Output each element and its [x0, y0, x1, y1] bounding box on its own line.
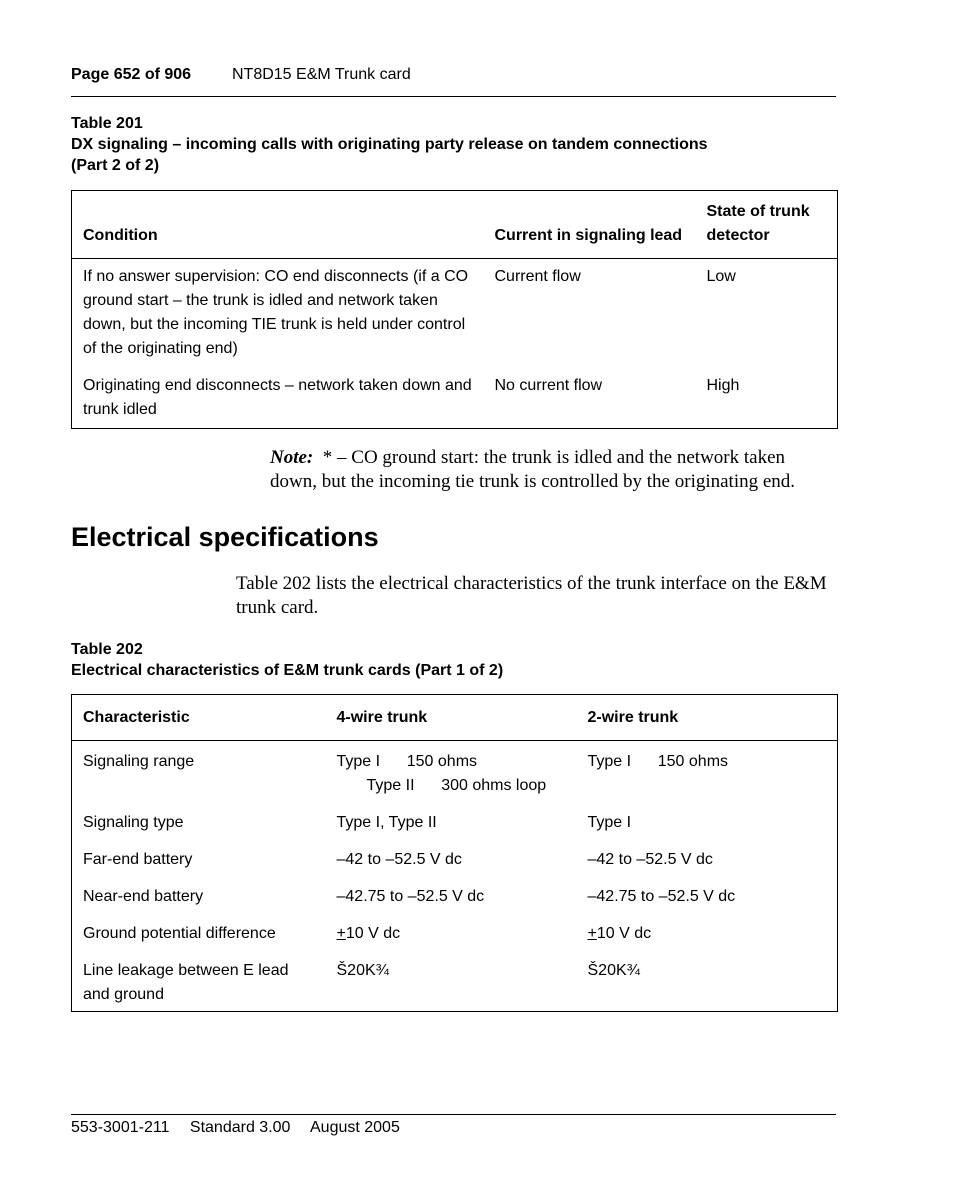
- table-row: [72, 259, 838, 368]
- table-row: [72, 839, 838, 876]
- table-cell: –42 to –52.5 V dc: [587, 851, 713, 868]
- table-cell: Low: [706, 268, 736, 285]
- table-201-title: DX signaling – incoming calls with originating party release on tandem connections: [71, 136, 708, 153]
- page-footer: [71, 1119, 416, 1137]
- table-202-header-row: [72, 695, 838, 741]
- cell-line: Type II 300 ohms loop: [366, 777, 547, 794]
- table-201: [71, 190, 838, 429]
- column-header-2-wire: 2-wire trunk: [577, 695, 838, 741]
- header-rule: [71, 96, 836, 97]
- table-row: [72, 741, 838, 803]
- table-cell: [326, 741, 577, 803]
- table-cell: Type I, Type II: [336, 814, 437, 831]
- column-header-state: State of trunk detector: [696, 191, 838, 259]
- footer-standard: Standard 3.00: [189, 1119, 291, 1136]
- table-row: [72, 802, 838, 839]
- table-201-header-row: [72, 191, 838, 259]
- column-header-4-wire: 4-wire trunk: [326, 695, 577, 741]
- plus-minus-symbol: +: [336, 925, 346, 942]
- table-cell: Near-end battery: [83, 888, 204, 905]
- table-202-caption: [71, 639, 503, 681]
- table-202-title: Electrical characteristics of E&M trunk cards (Part 1 of 2): [71, 662, 504, 679]
- table-row: [72, 876, 838, 913]
- cell-line: Type I 150 ohms: [336, 753, 478, 770]
- table-cell: Originating end disconnects – network taken down and trunk idled: [83, 376, 472, 418]
- table-note: [270, 446, 830, 494]
- column-header-condition: Condition: [72, 191, 484, 259]
- table-cell: High: [706, 376, 740, 394]
- table-cell: If no answer supervision: CO end disconnects (if a CO ground start – the trunk is idled and network taken down, but the incoming TIE trunk is held under control of the originating end): [83, 268, 469, 357]
- footer-rule: [71, 1114, 836, 1115]
- table-cell: [326, 913, 577, 950]
- table-202-number: Table 202: [71, 641, 143, 658]
- table-201-caption: [71, 113, 708, 176]
- column-header-current: Current in signaling lead: [484, 191, 696, 259]
- cell-value: 10 V dc: [345, 925, 401, 942]
- table-cell: Signaling range: [83, 753, 195, 770]
- cell-value: 10 V dc: [596, 925, 652, 942]
- section-body: Table 202 lists the electrical characteristics of the trunk interface on the E&M trunk card.: [236, 573, 827, 618]
- table-cell: Š20K¾: [587, 962, 640, 979]
- footer-doc-number: 553-3001-211: [71, 1119, 170, 1136]
- table-cell: Current flow: [494, 268, 581, 285]
- table-cell: Š20K¾: [336, 962, 389, 979]
- table-cell: Far-end battery: [83, 851, 193, 868]
- plus-minus-symbol: +: [587, 925, 597, 942]
- table-cell: –42.75 to –52.5 V dc: [587, 888, 736, 905]
- table-cell: –42.75 to –52.5 V dc: [336, 888, 485, 905]
- table-row: [72, 368, 838, 429]
- table-cell: Type I: [587, 814, 632, 831]
- footer-date: August 2005: [310, 1119, 400, 1136]
- table-cell: –42 to –52.5 V dc: [336, 851, 462, 868]
- page-number: Page 652 of 906: [71, 66, 192, 83]
- column-header-characteristic: Characteristic: [72, 695, 326, 741]
- table-row: [72, 913, 838, 950]
- note-label: Note:: [270, 447, 314, 468]
- table-cell: Signaling type: [83, 814, 184, 831]
- table-row: [72, 950, 838, 1012]
- note-text: * – CO ground start: the trunk is idled and the network taken down, but the incoming tie trunk is controlled by the originating end.: [270, 447, 796, 492]
- table-cell: Type I 150 ohms: [587, 753, 729, 770]
- table-cell: Line leakage between E lead and ground: [83, 962, 289, 1003]
- table-201-part: (Part 2 of 2): [71, 157, 160, 174]
- table-201-number: Table 201: [71, 115, 143, 132]
- document-title: NT8D15 E&M Trunk card: [232, 66, 411, 83]
- table-cell: No current flow: [494, 376, 603, 394]
- table-cell: [577, 913, 838, 950]
- table-cell: Ground potential difference: [83, 925, 276, 942]
- table-202: [71, 694, 838, 1012]
- section-heading: Electrical specifications: [71, 522, 379, 552]
